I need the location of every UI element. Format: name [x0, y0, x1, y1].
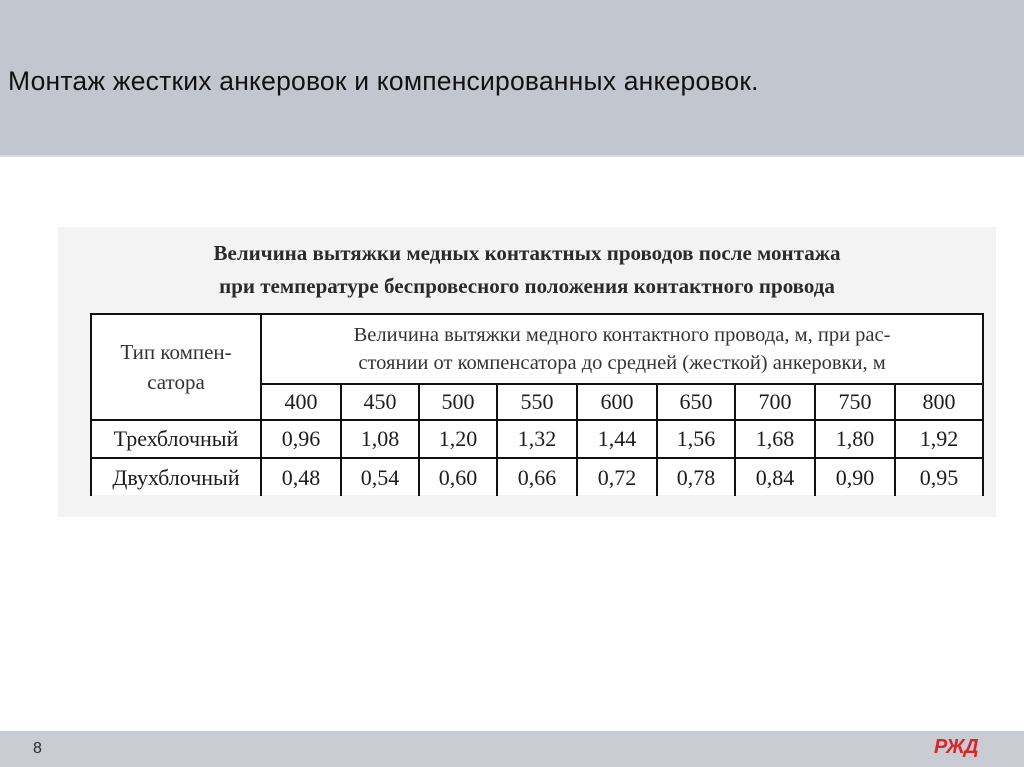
value-cell: 0,95	[895, 458, 983, 496]
compensator-type-header	[91, 314, 261, 420]
value-cell: 0,78	[657, 458, 735, 496]
value-cell: 1,08	[341, 420, 419, 458]
value-cell: 0,96	[261, 420, 341, 458]
compensator-type-header-text: Тип компен- сатора	[120, 340, 232, 394]
table-caption-line-2: при температуре беспровесного положения контактного провода	[219, 274, 835, 298]
distance-header-cell: 700	[735, 384, 815, 420]
page-number: 8	[33, 740, 42, 757]
value-cell: 1,44	[577, 420, 657, 458]
table-row-three-block	[91, 420, 983, 458]
footer-band	[0, 731, 1024, 767]
table-caption-line-1: Величина вытяжки медных контактных проводов после монтажа	[213, 241, 841, 265]
distance-header-cell: 800	[895, 384, 983, 420]
elongation-group-header-text: Величина вытяжки медного контактного провода, м, при рас- стоянии от компенсатора до средней (жесткой) анкеровки, м	[353, 324, 891, 374]
value-cell: 0,90	[815, 458, 895, 496]
value-cell: 0,72	[577, 458, 657, 496]
value-cell: 0,48	[261, 458, 341, 496]
distance-header-cell: 600	[577, 384, 657, 420]
row-label: Двухблочный	[91, 458, 261, 496]
row-label: Трехблочный	[91, 420, 261, 458]
distance-header-cell: 450	[341, 384, 419, 420]
distance-header-cell: 500	[419, 384, 497, 420]
value-cell: 0,54	[341, 458, 419, 496]
value-cell: 1,80	[815, 420, 895, 458]
elongation-table	[90, 313, 984, 496]
distance-header-cell: 400	[261, 384, 341, 420]
value-cell: 1,56	[657, 420, 735, 458]
value-cell: 0,60	[419, 458, 497, 496]
table-wrapper	[90, 313, 982, 495]
value-cell: 0,66	[497, 458, 577, 496]
value-cell: 1,20	[419, 420, 497, 458]
value-cell: 0,84	[735, 458, 815, 496]
elongation-group-header	[261, 314, 983, 384]
value-cell: 1,32	[497, 420, 577, 458]
slide-title: Монтаж жестких анкеровок и компенсированных анкеровок.	[8, 66, 759, 96]
table-row-two-block	[91, 458, 983, 496]
distance-header-cell: 750	[815, 384, 895, 420]
distance-header-cell: 550	[497, 384, 577, 420]
value-cell: 1,68	[735, 420, 815, 458]
table-figure	[58, 227, 996, 517]
distance-header-cell: 650	[657, 384, 735, 420]
value-cell: 1,92	[895, 420, 983, 458]
rzd-logo: РЖД	[934, 736, 979, 758]
